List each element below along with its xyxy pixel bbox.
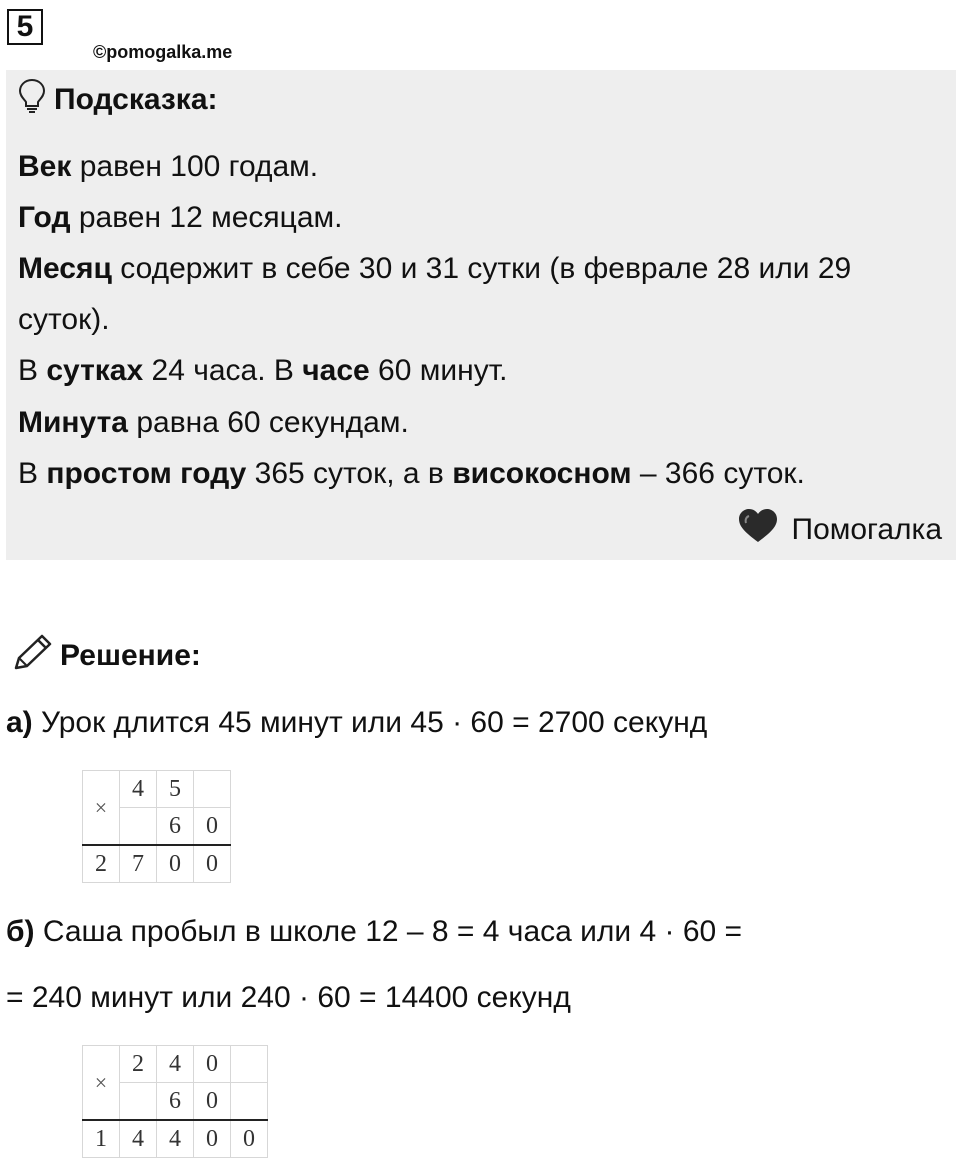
bold-term: часе	[302, 354, 370, 387]
digit-cell: 0	[231, 1120, 268, 1158]
digit-cell: 2	[83, 845, 120, 883]
solution-line-b-continued	[6, 978, 571, 1018]
watermark: ©pomogalka.me	[93, 42, 233, 62]
solution-title-text: Решение:	[60, 639, 201, 672]
bold-term: Минута	[18, 406, 128, 439]
digit-cell	[194, 771, 231, 808]
task-number: 5	[7, 9, 43, 45]
multiplication-table-b	[82, 1045, 268, 1158]
solution-title	[10, 634, 201, 678]
hint-line	[18, 403, 409, 443]
digit-cell: 0	[194, 808, 231, 846]
text-segment: содержит в себе 30 и 31 сутки (в феврале 28 или 29	[111, 252, 852, 285]
text-segment: 365 суток, а в	[246, 457, 453, 490]
bold-term: а)	[6, 706, 33, 739]
digit-cell: 4	[120, 771, 157, 808]
solution-line-b	[6, 912, 742, 952]
solution-line-a	[6, 703, 707, 743]
brand-signature	[736, 510, 943, 550]
hint-line	[18, 147, 318, 187]
text-segment: В	[18, 354, 47, 387]
digit-cell	[120, 1083, 157, 1121]
digit-cell: 2	[120, 1046, 157, 1083]
text-segment: суток).	[18, 303, 110, 336]
digit-cell: 0	[194, 1120, 231, 1158]
bold-term: простом году	[46, 457, 247, 490]
digit-cell: 0	[194, 1046, 231, 1083]
text-segment: = 240 минут или 240 · 60 = 14400 секунд	[6, 981, 571, 1014]
bold-term: Месяц	[18, 252, 112, 285]
bold-term: б)	[6, 915, 35, 948]
heart-icon	[736, 507, 780, 553]
factor-row	[83, 771, 231, 808]
hint-title-text: Подсказка:	[54, 83, 218, 116]
multiply-sign: ×	[83, 1046, 120, 1121]
text-segment: – 366 суток.	[631, 457, 805, 490]
digit-cell: 1	[83, 1120, 120, 1158]
digit-cell: 4	[157, 1120, 194, 1158]
lightbulb-icon	[18, 78, 46, 122]
digit-cell	[231, 1046, 268, 1083]
hint-title	[18, 80, 218, 120]
hint-line	[18, 198, 342, 238]
text-segment: Урок длится 45 минут или 45 · 60 = 2700 секунд	[32, 706, 708, 739]
bold-term: сутках	[46, 354, 144, 387]
multiply-sign: ×	[83, 771, 120, 846]
digit-cell: 7	[120, 845, 157, 883]
digit-cell: 6	[157, 1083, 194, 1121]
digit-cell: 0	[157, 845, 194, 883]
text-segment: В	[18, 457, 47, 490]
hint-line	[18, 454, 805, 494]
digit-cell: 0	[194, 845, 231, 883]
digit-cell	[231, 1083, 268, 1121]
bold-term: Год	[18, 201, 71, 234]
digit-cell: 0	[194, 1083, 231, 1121]
hint-line	[18, 300, 110, 340]
hint-line	[18, 351, 507, 391]
factor-row	[83, 1046, 268, 1083]
text-segment: 60 минут.	[369, 354, 508, 387]
brand-name: Помогалка	[791, 513, 942, 546]
bold-term: Век	[18, 150, 72, 183]
hint-line	[18, 249, 851, 289]
multiplication-table-a	[82, 770, 231, 883]
digit-cell: 5	[157, 771, 194, 808]
result-row	[83, 1120, 268, 1158]
result-row	[83, 845, 231, 883]
digit-cell	[120, 808, 157, 846]
pencil-icon	[10, 632, 54, 680]
digit-cell: 6	[157, 808, 194, 846]
text-segment: 24 часа. В	[143, 354, 303, 387]
text-segment: Саша пробыл в школе 12 – 8 = 4 часа или 4 · 60 =	[34, 915, 743, 948]
text-segment: равен 12 месяцам.	[70, 201, 343, 234]
digit-cell: 4	[120, 1120, 157, 1158]
bold-term: високосном	[452, 457, 632, 490]
text-segment: равен 100 годам.	[71, 150, 319, 183]
text-segment: равна 60 секундам.	[127, 406, 409, 439]
digit-cell: 4	[157, 1046, 194, 1083]
